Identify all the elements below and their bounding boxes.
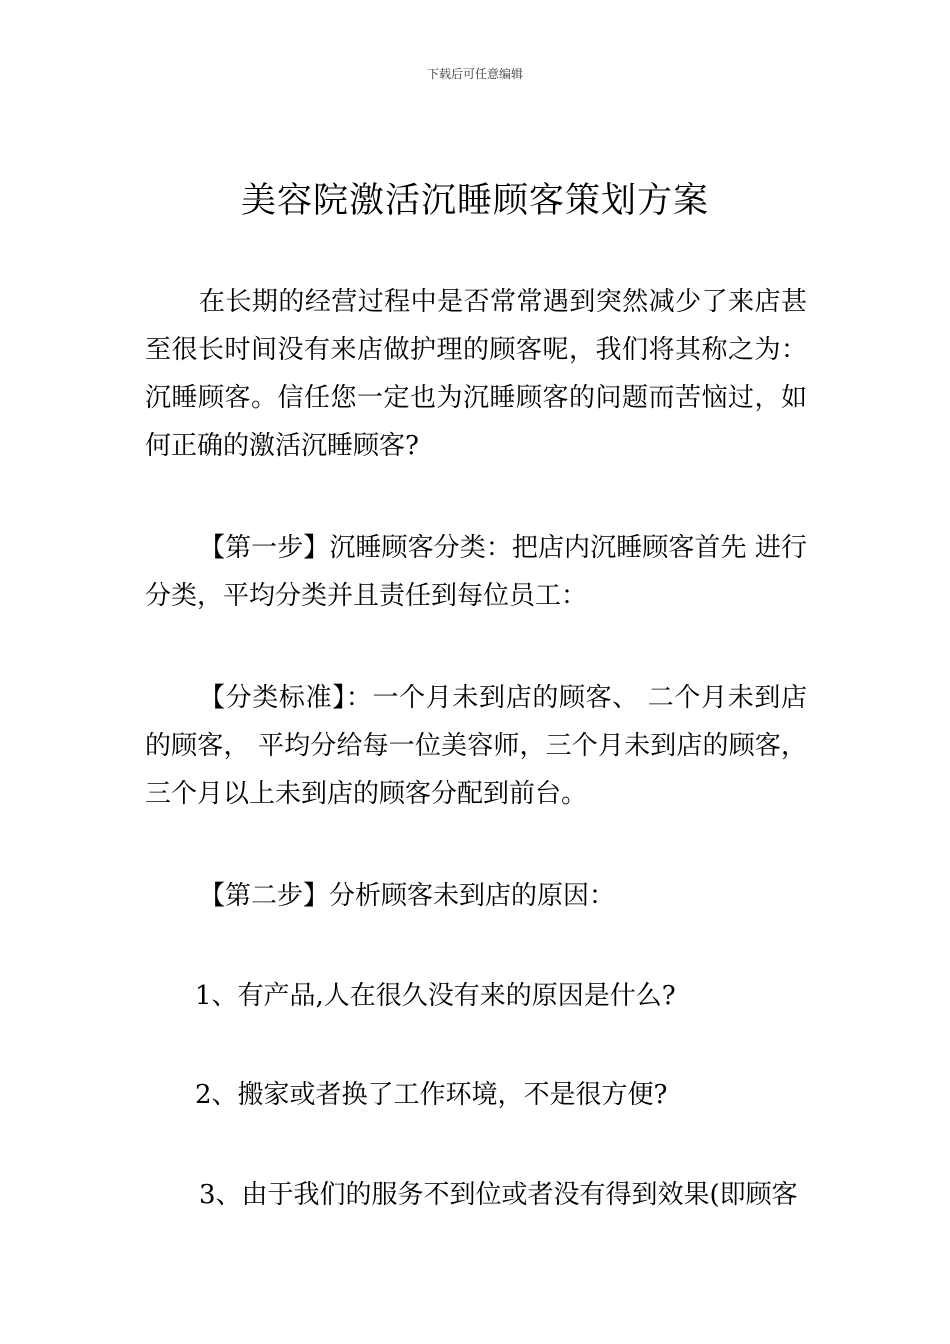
- header-note: 下载后可任意编辑: [426, 67, 523, 81]
- step-one-paragraph: 【第一步】沉睡顾客分类：把店内沉睡顾客首先 进行分类，平均分类并且责任到每位员工：: [145, 533, 807, 611]
- step-two-paragraph: 【第二步】分析顾客未到店的原因：: [199, 881, 616, 911]
- list-item: 3、由于我们的服务不到位或者没有得到效果(即顾客: [199, 1180, 798, 1210]
- document-title: 美容院激活沉睡顾客策划方案: [240, 181, 709, 221]
- list-item: 2、搬家或者换了工作环境，不是很方便?: [195, 1080, 668, 1110]
- list-item: 1、有产品,人在很久没有来的原因是什么?: [195, 981, 676, 1011]
- intro-paragraph: 在长期的经营过程中是否常常遇到突然减少了来店甚至很长时间没有来店做护理的顾客呢，我们将其称之为：沉睡顾客。信任您一定也为沉睡顾客的问题而苦恼过，如何正确的激活沉睡顾客?: [145, 287, 807, 461]
- classification-standard-paragraph: 【分类标准】：一个月未到店的顾客、 二个月未到店的顾客， 平均分给每一位美容师，三个月未到店的顾客，三个月以上未到店的顾客分配到前台。: [145, 683, 807, 809]
